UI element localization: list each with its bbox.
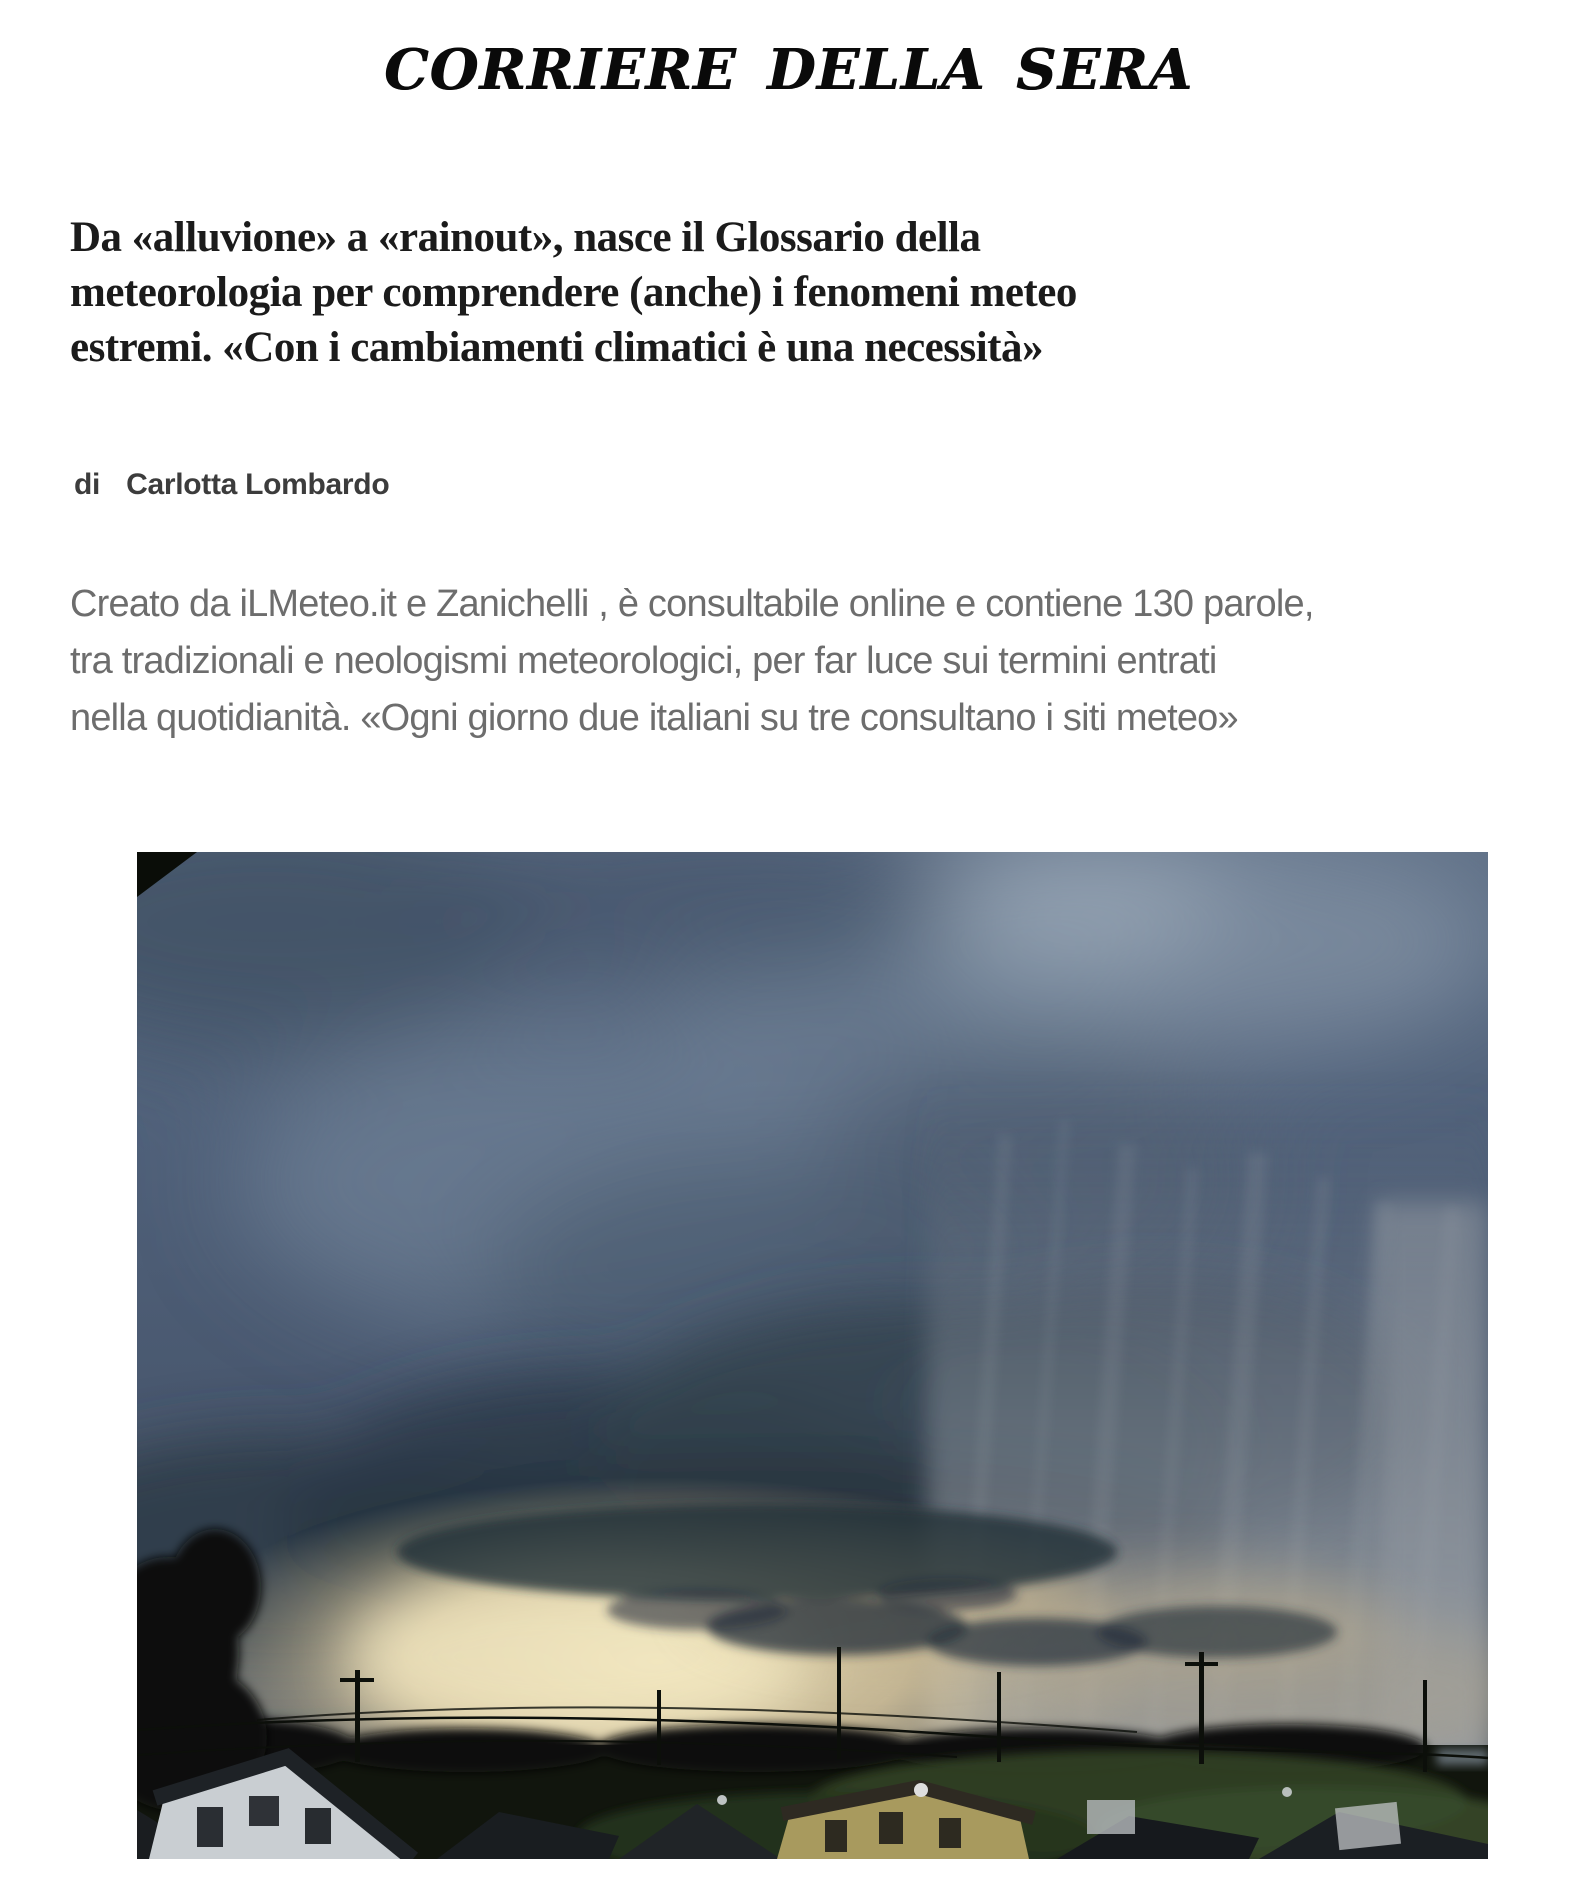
storm-clouds-illustration — [137, 852, 1488, 1859]
masthead — [0, 37, 1577, 103]
byline-prefix: di — [74, 468, 101, 501]
article-hero-image — [137, 852, 1488, 1859]
article-byline — [74, 468, 389, 502]
lede-line-1: Creato da iLMeteo.it e Zanichelli , è consultabile online e contiene 130 parole, — [70, 583, 1314, 625]
masthead-logo[interactable]: CORRIERE DELLA SERA — [383, 37, 1194, 103]
article-headline — [70, 210, 1077, 375]
headline-line-3: estremi. «Con i cambiamenti climatici è una necessità» — [70, 324, 1043, 371]
headline-line-1: Da «alluvione» a «rainout», nasce il Glossario della — [70, 214, 981, 261]
byline-author[interactable]: Carlotta Lombardo — [126, 468, 390, 501]
lede-line-3: nella quotidianità. «Ogni giorno due italiani su tre consultano i siti meteo» — [70, 697, 1238, 739]
headline-line-2: meteorologia per comprendere (anche) i fenomeni meteo — [70, 269, 1077, 316]
lede-line-2: tra tradizionali e neologismi meteorologici, per far luce sui termini entrati — [70, 640, 1217, 682]
article-lede — [70, 576, 1314, 747]
